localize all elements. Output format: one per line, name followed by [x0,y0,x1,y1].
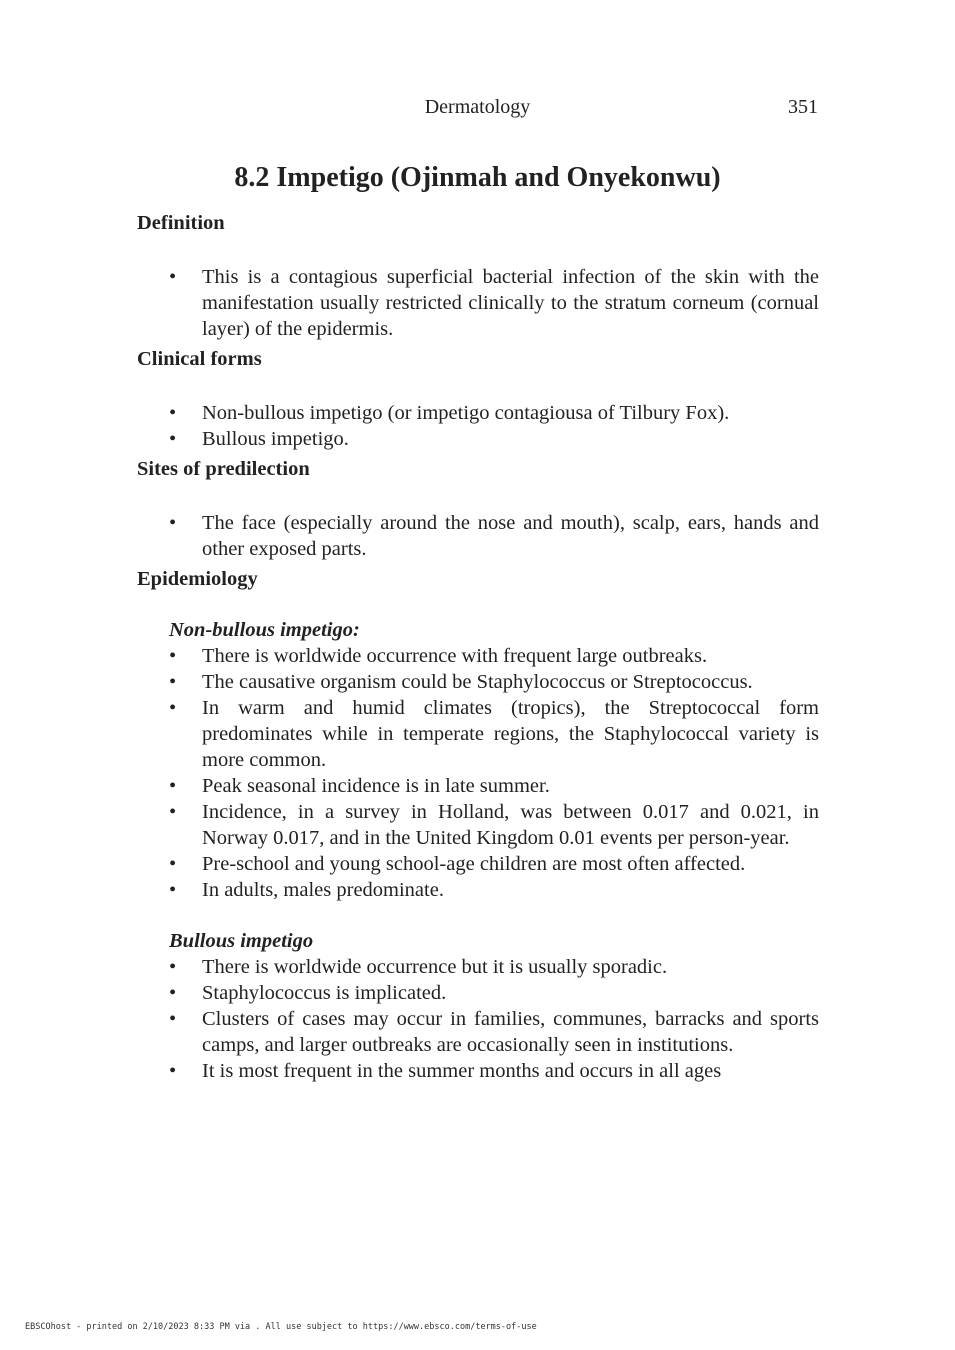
list-item: • There is worldwide occurrence but it is usually sporadic. [137,954,819,980]
list-item: • Pre-school and young school-age children are most often affected. [137,851,819,877]
sites-heading: Sites of predilection [137,458,310,480]
list-item: • Incidence, in a survey in Holland, was between 0.017 and 0.021, in Norway 0.017, and in the United Kingdom 0.01 events per person-year. [137,799,819,851]
page-body [137,210,819,1084]
list-item: • Bullous impetigo. [137,426,819,452]
chapter-title: 8.2 Impetigo (Ojinmah and Onyekonwu) [234,162,721,193]
definition-list [137,264,819,342]
non-bullous-subheading: Non-bullous impetigo: [169,619,360,641]
non-bullous-list [137,643,819,903]
list-item: • Peak seasonal incidence is in late summer. [137,773,819,799]
clinical-forms-heading: Clinical forms [137,348,262,370]
definition-heading: Definition [137,212,225,234]
list-item: • In adults, males predominate. [137,877,819,903]
page-number: 351 [788,96,818,118]
epidemiology-heading: Epidemiology [137,568,258,590]
list-item: • It is most frequent in the summer months and occurs in all ages [137,1058,819,1084]
list-item: • In warm and humid climates (tropics), the Streptococcal form predominates while in temperate regions, the Staphylococcal variety is more common. [137,695,819,773]
list-item: • The causative organism could be Staphylococcus or Streptococcus. [137,669,819,695]
list-item: • Clusters of cases may occur in families, communes, barracks and sports camps, and larger outbreaks are occasionally seen in institutions. [137,1006,819,1058]
list-item: • This is a contagious superficial bacterial infection of the skin with the manifestation usually restricted clinically to the stratum corneum (cornual layer) of the epidermis. [137,264,819,342]
list-item: • The face (especially around the nose and mouth), scalp, ears, hands and other exposed parts. [137,510,819,562]
bullous-list [137,954,819,1084]
list-item: • Staphylococcus is implicated. [137,980,819,1006]
clinical-forms-list [137,400,819,452]
list-item: • There is worldwide occurrence with frequent large outbreaks. [137,643,819,669]
bullous-subheading: Bullous impetigo [169,930,314,952]
running-header [0,96,955,122]
running-title: Dermatology [424,96,531,118]
sites-list [137,510,819,562]
list-item: • Non-bullous impetigo (or impetigo contagiousa of Tilbury Fox). [137,400,819,426]
print-footer: EBSCOhost - printed on 2/10/2023 8:33 PM via . All use subject to https://www.ebsco.com/terms-of-use [25,1322,537,1332]
